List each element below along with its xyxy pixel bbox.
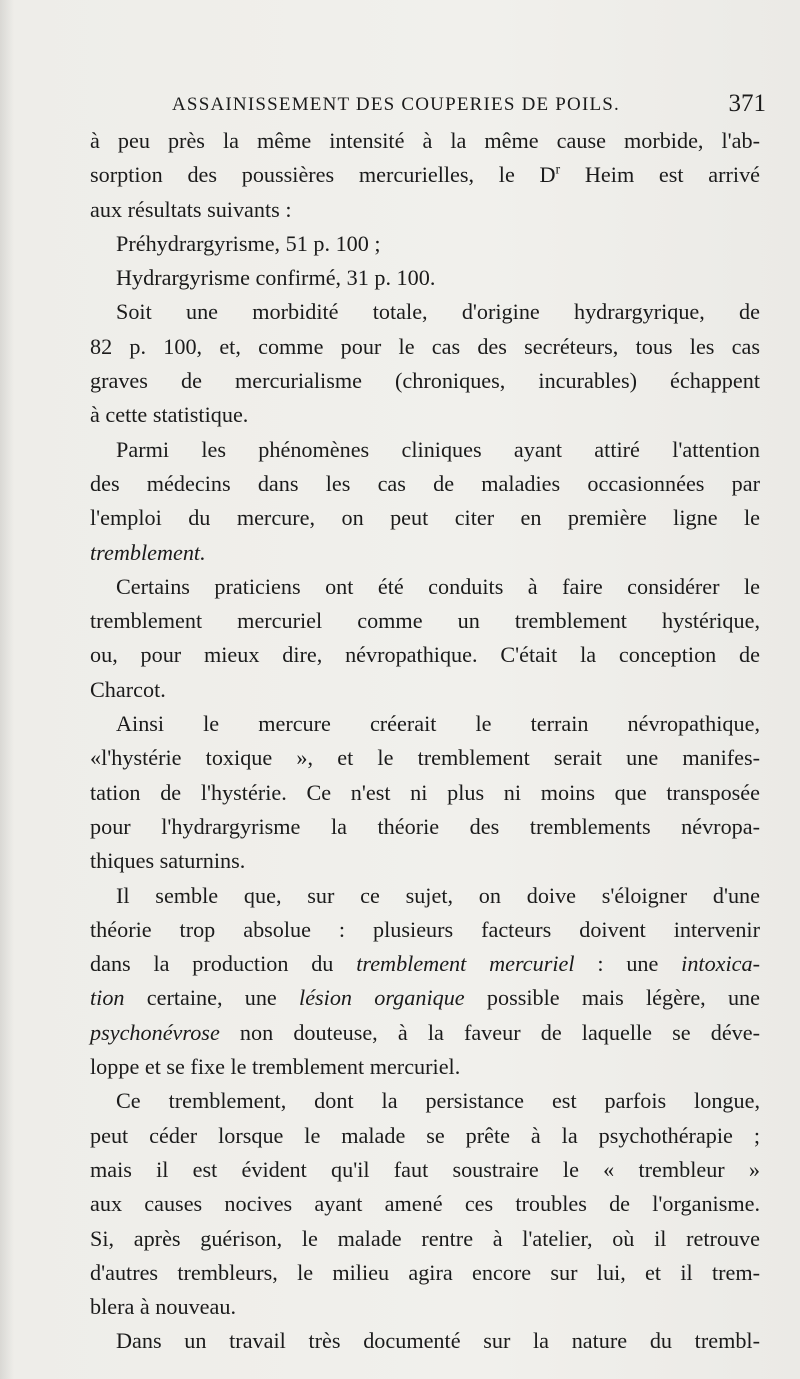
text-line: l'emploi du mercure, on peut citer en première ligne le xyxy=(90,505,760,531)
text-line: aux causes nocives ayant amené ces troubles de l'organisme. xyxy=(90,1191,760,1217)
text-line: pour l'hydrargyrisme la théorie des tremblements névropa- xyxy=(90,813,760,839)
text-line: théorie trop absolue : plusieurs facteurs doivent intervenir xyxy=(90,916,760,942)
text-line: Préhydrargyrisme, 51 p. 100 ; xyxy=(116,230,381,256)
text-line: tremblement. xyxy=(90,539,206,565)
text-line: Il semble que, sur ce sujet, on doive s'éloigner d'une xyxy=(116,882,760,908)
paragraph-ainsi xyxy=(90,707,760,878)
text-line: Ce tremblement, dont la persistance est parfois longue, xyxy=(116,1088,760,1114)
text-line: des médecins dans les cas de maladies occasionnées par xyxy=(90,470,760,496)
result-item xyxy=(90,227,760,261)
paragraph-phenomenes xyxy=(90,433,760,570)
text-line: tation de l'hystérie. Ce n'est ni plus ni moins que transposée xyxy=(90,779,760,805)
paragraph-intro xyxy=(90,124,760,227)
paragraph-semble xyxy=(90,879,760,1085)
text-line: psychonévrose non douteuse, à la faveur de laquelle se déve- xyxy=(90,1019,760,1045)
text-line: peut céder lorsque le malade se prête à la psychothérapie ; xyxy=(90,1122,760,1148)
text-line: Hydrargyrisme confirmé, 31 p. 100. xyxy=(116,265,436,291)
paragraph-praticiens xyxy=(90,570,760,707)
running-title: ASSAINISSEMENT DES COUPERIES DE POILS. xyxy=(172,94,620,115)
text-line: d'autres trembleurs, le milieu agira encore sur lui, et il trem- xyxy=(90,1259,760,1285)
text-line: Soit une morbidité totale, d'origine hydrargyrique, de xyxy=(116,299,760,325)
text-line: thiques saturnins. xyxy=(90,848,246,874)
text-line: tion certaine, une lésion organique possible mais légère, une xyxy=(90,985,760,1011)
text-line: aux résultats suivants : xyxy=(90,196,292,222)
running-header xyxy=(172,90,766,122)
text-line: dans la production du tremblement mercuriel : une intoxica- xyxy=(90,951,761,977)
text-line: «l'hystérie toxique », et le tremblement serait une manifes- xyxy=(90,745,760,771)
text-line: à peu près la même intensité à la même cause morbide, l'ab- xyxy=(90,128,760,153)
text-line: à cette statistique. xyxy=(90,402,249,428)
paragraph-morbidite xyxy=(90,295,760,432)
text-line: Dans un travail très documenté sur la nature du trembl- xyxy=(116,1328,760,1354)
text-line: tremblement mercuriel comme un tremblement hystérique, xyxy=(90,608,760,634)
text-line: Ainsi le mercure créerait le terrain névropathique, xyxy=(116,711,760,737)
paragraph-travail xyxy=(90,1324,760,1358)
text-line: Parmi les phénomènes cliniques ayant attiré l'attention xyxy=(116,436,760,462)
text-line: blera à nouveau. xyxy=(90,1294,236,1320)
text-line: loppe et se fixe le tremblement mercuriel. xyxy=(90,1054,461,1080)
paragraph-tremblement xyxy=(90,1084,760,1324)
text-line: Charcot. xyxy=(90,676,166,702)
page-number: 371 xyxy=(728,90,766,117)
text-line: Certains praticiens ont été conduits à faire considérer le xyxy=(116,573,760,599)
text-line: 82 p. 100, et, comme pour le cas des secréteurs, tous les cas xyxy=(90,333,760,359)
result-item xyxy=(90,261,760,295)
text-line: sorption des poussières mercurielles, le $D^r$ Heim est arrivé xyxy=(90,162,761,188)
text-line: mais il est évident qu'il faut soustraire le « trembleur » xyxy=(90,1156,760,1182)
text-line: Si, après guérison, le malade rentre à l'atelier, où il retrouve xyxy=(90,1225,760,1251)
text-line: ou, pour mieux dire, névropathique. C'était la conception de xyxy=(90,642,760,668)
text-line: graves de mercurialisme (chroniques, incurables) échappent xyxy=(90,368,760,394)
page-body xyxy=(90,124,760,1359)
